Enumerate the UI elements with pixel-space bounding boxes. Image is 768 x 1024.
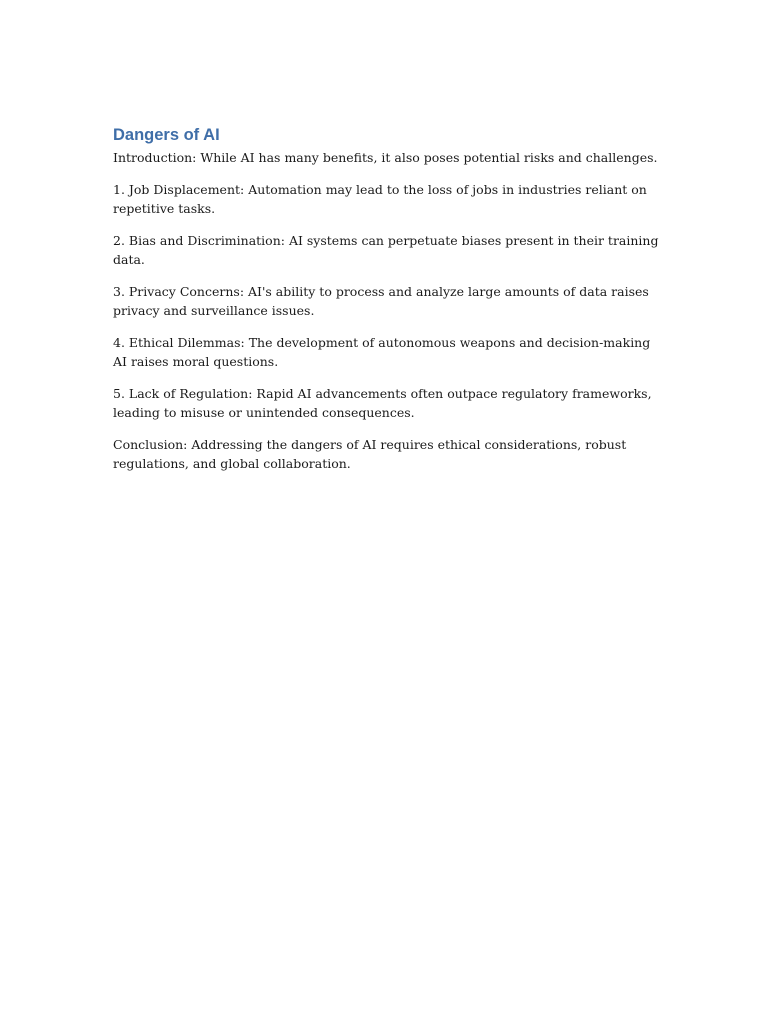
- paragraph-ethical-dilemmas: 4. Ethical Dilemmas: The development of autonomous weapons and decision-making AI raises moral questions.: [113, 334, 651, 369]
- document-body: [113, 124, 663, 486]
- document-title: Dangers of AI: [113, 126, 220, 144]
- paragraph-lack-of-regulation: 5. Lack of Regulation: Rapid AI advancements often outpace regulatory frameworks, leading to misuse or unintended consequences.: [113, 385, 652, 420]
- paragraph-introduction: Introduction: While AI has many benefits, it also poses potential risks and challenges.: [113, 150, 658, 165]
- paragraph-privacy-concerns: 3. Privacy Concerns: AI's ability to process and analyze large amounts of data raises privacy and surveillance issues.: [113, 283, 649, 318]
- paragraph-conclusion: Conclusion: Addressing the dangers of AI requires ethical considerations, robust regulations, and global collaboration.: [113, 436, 627, 471]
- paragraph-bias-discrimination: 2. Bias and Discrimination: AI systems can perpetuate biases present in their training data.: [113, 232, 659, 267]
- paragraph-job-displacement: 1. Job Displacement: Automation may lead to the loss of jobs in industries reliant on repetitive tasks.: [113, 181, 647, 216]
